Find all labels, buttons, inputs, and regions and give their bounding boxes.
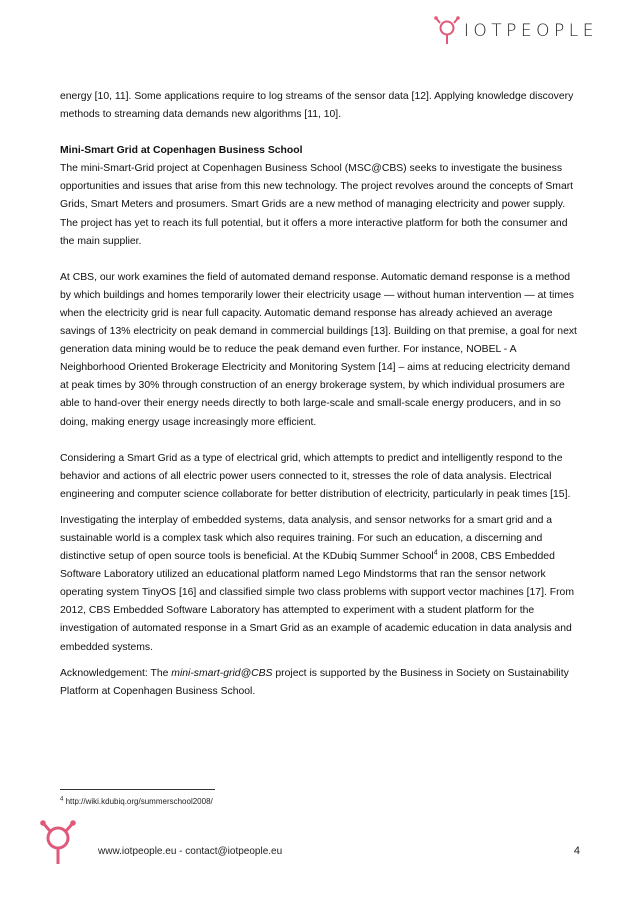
logo-text: IOTPEOPLE [463,21,598,41]
footnote: $^4$ http://wiki.kdubiq.org/summerschool2008/ [60,796,213,806]
page-number: 4 [573,845,580,857]
paragraph-demand-response: At CBS, our work examines the field of automated demand response. Automatic demand response is a method by which buildings and homes temporarily lower their electricity usage — without human intervention — at times when the electricity grid is near full capacity. Automatic demand response has already achieved an average savings of 13% electricity on peak demand in commercial buildings [13]. Building on that premise, a goal for next generation data mining would be to reduce the peak demand even further. For instance, NOBEL - A Neighborhood Oriented Brokerage Electricity and Monitoring System [14] – aims at reducing electricity demand at peak times by 30% through construction of an energy brokerage system, by which individual prosumers are able to hand-over their energy needs directly to both large-scale and small-scale energy producers, and in so doing, making energy usage increasingly more efficient. [60,271,577,428]
iotpeople-logo-icon [434,16,460,46]
paragraph-msc: The mini-Smart-Grid project at Copenhagen Business School (MSC@CBS) seeks to investigate the business opportunities and issues that arise from this new technology. The project revolves around the concepts of Smart Grids, Smart Meters and prosumers. Smart Grids are a new method of managing electricity and power supply. The project has yet to reach its full potential, but it offers a more interactive platform for both the consumer and the main supplier. [60,163,574,247]
footnote-link[interactable]: http://wiki.kdubiq.org/summerschool2008/ [63,797,213,806]
footer-contact[interactable]: www.iotpeople.eu - contact@iotpeople.eu [98,846,283,857]
footnote-divider [60,789,215,790]
iotpeople-logo-icon [38,818,78,868]
paragraph-smart-grid: Considering a Smart Grid as a type of electrical grid, which attempts to predict and intelligently respond to the behavior and actions of all electric power users connected to it, stresses the role of data analysis. Electrical engineering and computer science collaborate for better distribution of electricity, particularly in peak times [15]. [60,452,571,500]
footnote-ref: 4 [433,549,438,557]
paragraph-intro: energy [10, 11]. Some applications require to log streams of the sensor data [12]. Applying knowledge discovery methods to streaming data demands new algorithms [11, 10]. [60,91,574,121]
footer-logo [38,818,78,873]
paragraph-acknowledgement: Acknowledgement: The mini-smart-grid@CBS project is supported by the Business in Society on Sustainability Platform at Copenhagen Business School. [60,667,569,697]
header-logo [434,16,598,46]
paragraph-embedded: Investigating the interplay of embedded systems, data analysis, and sensor networks for a smart grid and a sustainable world is a complex task which also requires training. For such an education, a discerning and distinctive setup of open source tools is beneficial. At the KDubiq Summer School$^4$ in 2008, CBS Embedded Software Laboratory utilized an educational platform named Lego Mindstorms that ran the sensor network operating system TinyOS [16] and classified simple two class problems with support vector machines [17]. From 2012, CBS Embedded Software Laboratory has attempted to experiment with a student platform for the investigation of automated response in a Smart Grid as an example of academic education in data analysis and embedded systems. [60,514,574,653]
section-heading: Mini-Smart Grid at Copenhagen Business School [60,145,303,157]
page-body [60,88,580,701]
